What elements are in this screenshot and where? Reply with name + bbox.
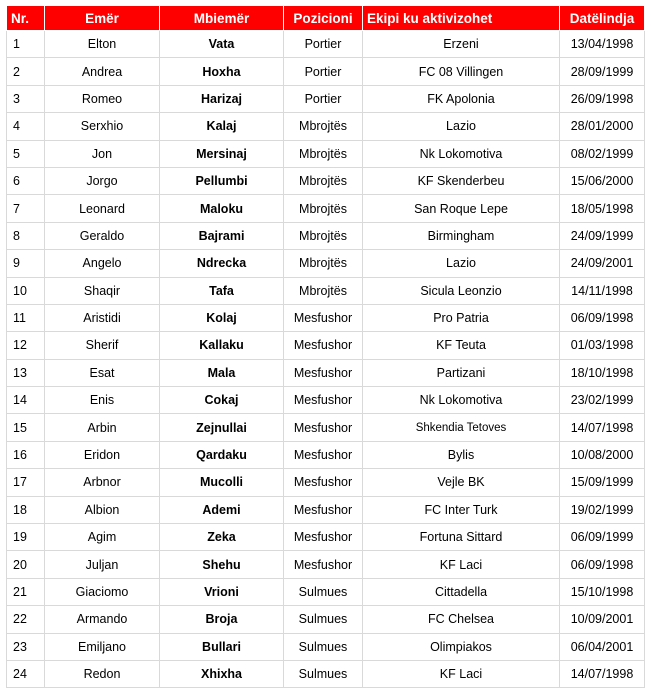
cell-birthdate: 06/09/1999 bbox=[560, 524, 645, 551]
cell-last-name: Shehu bbox=[160, 551, 284, 578]
cell-position: Mbrojtës bbox=[284, 113, 363, 140]
table-row bbox=[7, 85, 645, 112]
cell-club: KF Laci bbox=[363, 660, 560, 687]
cell-nr: 18 bbox=[7, 496, 45, 523]
player-roster-container bbox=[6, 5, 645, 688]
cell-last-name: Hoxha bbox=[160, 58, 284, 85]
cell-club: KF Skenderbeu bbox=[363, 167, 560, 194]
cell-last-name: Tafa bbox=[160, 277, 284, 304]
table-row bbox=[7, 31, 645, 58]
cell-first-name: Eridon bbox=[45, 441, 160, 468]
cell-position: Mesfushor bbox=[284, 414, 363, 441]
cell-last-name: Zejnullai bbox=[160, 414, 284, 441]
header-first-name: Emër bbox=[45, 6, 160, 31]
cell-club: Fortuna Sittard bbox=[363, 524, 560, 551]
header-last-name: Mbiemër bbox=[160, 6, 284, 31]
cell-first-name: Emiljano bbox=[45, 633, 160, 660]
table-row bbox=[7, 441, 645, 468]
cell-first-name: Giaciomo bbox=[45, 578, 160, 605]
cell-position: Sulmues bbox=[284, 606, 363, 633]
header-position: Pozicioni bbox=[284, 6, 363, 31]
cell-nr: 24 bbox=[7, 660, 45, 687]
cell-nr: 9 bbox=[7, 250, 45, 277]
cell-club: Birmingham bbox=[363, 222, 560, 249]
cell-club: Lazio bbox=[363, 113, 560, 140]
cell-club: FC Inter Turk bbox=[363, 496, 560, 523]
cell-first-name: Romeo bbox=[45, 85, 160, 112]
cell-club: Vejle BK bbox=[363, 469, 560, 496]
cell-first-name: Jorgo bbox=[45, 167, 160, 194]
table-body bbox=[7, 31, 645, 688]
table-row bbox=[7, 633, 645, 660]
cell-position: Mesfushor bbox=[284, 359, 363, 386]
cell-birthdate: 15/09/1999 bbox=[560, 469, 645, 496]
cell-nr: 6 bbox=[7, 167, 45, 194]
cell-birthdate: 10/08/2000 bbox=[560, 441, 645, 468]
cell-first-name: Agim bbox=[45, 524, 160, 551]
cell-birthdate: 18/10/1998 bbox=[560, 359, 645, 386]
cell-last-name: Kalaj bbox=[160, 113, 284, 140]
header-birthdate: Datëlindja bbox=[560, 6, 645, 31]
cell-last-name: Mersinaj bbox=[160, 140, 284, 167]
cell-position: Mbrojtës bbox=[284, 140, 363, 167]
table-row bbox=[7, 113, 645, 140]
cell-first-name: Albion bbox=[45, 496, 160, 523]
cell-nr: 4 bbox=[7, 113, 45, 140]
cell-birthdate: 06/09/1998 bbox=[560, 304, 645, 331]
table-row bbox=[7, 387, 645, 414]
table-row bbox=[7, 414, 645, 441]
cell-first-name: Enis bbox=[45, 387, 160, 414]
cell-club: Cittadella bbox=[363, 578, 560, 605]
cell-position: Portier bbox=[284, 85, 363, 112]
cell-last-name: Kallaku bbox=[160, 332, 284, 359]
cell-birthdate: 18/05/1998 bbox=[560, 195, 645, 222]
cell-nr: 14 bbox=[7, 387, 45, 414]
cell-position: Sulmues bbox=[284, 660, 363, 687]
cell-first-name: Angelo bbox=[45, 250, 160, 277]
cell-birthdate: 14/07/1998 bbox=[560, 414, 645, 441]
cell-birthdate: 01/03/1998 bbox=[560, 332, 645, 359]
cell-position: Mesfushor bbox=[284, 304, 363, 331]
table-header bbox=[7, 6, 645, 31]
cell-nr: 3 bbox=[7, 85, 45, 112]
cell-nr: 23 bbox=[7, 633, 45, 660]
cell-position: Mesfushor bbox=[284, 551, 363, 578]
cell-position: Portier bbox=[284, 31, 363, 58]
cell-nr: 20 bbox=[7, 551, 45, 578]
cell-birthdate: 15/06/2000 bbox=[560, 167, 645, 194]
cell-nr: 16 bbox=[7, 441, 45, 468]
cell-club: KF Laci bbox=[363, 551, 560, 578]
table-row bbox=[7, 606, 645, 633]
cell-first-name: Andrea bbox=[45, 58, 160, 85]
cell-first-name: Serxhio bbox=[45, 113, 160, 140]
table-row bbox=[7, 195, 645, 222]
cell-nr: 17 bbox=[7, 469, 45, 496]
cell-nr: 11 bbox=[7, 304, 45, 331]
table-row bbox=[7, 359, 645, 386]
cell-first-name: Armando bbox=[45, 606, 160, 633]
cell-last-name: Xhixha bbox=[160, 660, 284, 687]
cell-first-name: Redon bbox=[45, 660, 160, 687]
cell-birthdate: 24/09/1999 bbox=[560, 222, 645, 249]
table-row bbox=[7, 332, 645, 359]
cell-last-name: Zeka bbox=[160, 524, 284, 551]
cell-first-name: Sherif bbox=[45, 332, 160, 359]
player-roster-table bbox=[6, 5, 645, 688]
cell-first-name: Aristidi bbox=[45, 304, 160, 331]
cell-club: Nk Lokomotiva bbox=[363, 387, 560, 414]
cell-birthdate: 15/10/1998 bbox=[560, 578, 645, 605]
cell-position: Mesfushor bbox=[284, 496, 363, 523]
cell-position: Mesfushor bbox=[284, 441, 363, 468]
cell-club: KF Teuta bbox=[363, 332, 560, 359]
cell-last-name: Mala bbox=[160, 359, 284, 386]
cell-club: Lazio bbox=[363, 250, 560, 277]
cell-nr: 22 bbox=[7, 606, 45, 633]
cell-club: Partizani bbox=[363, 359, 560, 386]
cell-club: Bylis bbox=[363, 441, 560, 468]
cell-club: FK Apolonia bbox=[363, 85, 560, 112]
cell-birthdate: 13/04/1998 bbox=[560, 31, 645, 58]
cell-birthdate: 26/09/1998 bbox=[560, 85, 645, 112]
cell-last-name: Ndrecka bbox=[160, 250, 284, 277]
cell-club: FC Chelsea bbox=[363, 606, 560, 633]
cell-position: Mesfushor bbox=[284, 387, 363, 414]
table-row bbox=[7, 660, 645, 687]
cell-birthdate: 06/04/2001 bbox=[560, 633, 645, 660]
cell-club: Erzeni bbox=[363, 31, 560, 58]
cell-position: Mbrojtës bbox=[284, 167, 363, 194]
cell-last-name: Harizaj bbox=[160, 85, 284, 112]
cell-birthdate: 08/02/1999 bbox=[560, 140, 645, 167]
cell-position: Mbrojtës bbox=[284, 277, 363, 304]
cell-birthdate: 19/02/1999 bbox=[560, 496, 645, 523]
cell-club: Olimpiakos bbox=[363, 633, 560, 660]
cell-position: Mesfushor bbox=[284, 469, 363, 496]
cell-club: Sicula Leonzio bbox=[363, 277, 560, 304]
cell-nr: 12 bbox=[7, 332, 45, 359]
cell-last-name: Bajrami bbox=[160, 222, 284, 249]
table-row bbox=[7, 222, 645, 249]
cell-nr: 5 bbox=[7, 140, 45, 167]
cell-birthdate: 10/09/2001 bbox=[560, 606, 645, 633]
cell-last-name: Ademi bbox=[160, 496, 284, 523]
table-row bbox=[7, 167, 645, 194]
cell-birthdate: 06/09/1998 bbox=[560, 551, 645, 578]
cell-first-name: Leonard bbox=[45, 195, 160, 222]
cell-nr: 8 bbox=[7, 222, 45, 249]
cell-birthdate: 28/01/2000 bbox=[560, 113, 645, 140]
cell-nr: 19 bbox=[7, 524, 45, 551]
cell-birthdate: 24/09/2001 bbox=[560, 250, 645, 277]
cell-position: Mesfushor bbox=[284, 332, 363, 359]
header-club: Ekipi ku aktivizohet bbox=[363, 6, 560, 31]
cell-last-name: Vrioni bbox=[160, 578, 284, 605]
table-row bbox=[7, 58, 645, 85]
header-row bbox=[7, 6, 645, 31]
cell-first-name: Juljan bbox=[45, 551, 160, 578]
cell-first-name: Geraldo bbox=[45, 222, 160, 249]
cell-first-name: Arbin bbox=[45, 414, 160, 441]
cell-position: Mbrojtës bbox=[284, 222, 363, 249]
cell-last-name: Maloku bbox=[160, 195, 284, 222]
cell-first-name: Elton bbox=[45, 31, 160, 58]
cell-last-name: Bullari bbox=[160, 633, 284, 660]
cell-position: Sulmues bbox=[284, 578, 363, 605]
cell-birthdate: 23/02/1999 bbox=[560, 387, 645, 414]
cell-nr: 10 bbox=[7, 277, 45, 304]
cell-club: FC 08 Villingen bbox=[363, 58, 560, 85]
cell-birthdate: 14/11/1998 bbox=[560, 277, 645, 304]
cell-nr: 7 bbox=[7, 195, 45, 222]
table-row bbox=[7, 496, 645, 523]
cell-first-name: Jon bbox=[45, 140, 160, 167]
cell-nr: 13 bbox=[7, 359, 45, 386]
cell-nr: 2 bbox=[7, 58, 45, 85]
cell-nr: 21 bbox=[7, 578, 45, 605]
cell-club: San Roque Lepe bbox=[363, 195, 560, 222]
table-row bbox=[7, 469, 645, 496]
cell-last-name: Qardaku bbox=[160, 441, 284, 468]
cell-birthdate: 28/09/1999 bbox=[560, 58, 645, 85]
header-nr: Nr. bbox=[7, 6, 45, 31]
table-row bbox=[7, 250, 645, 277]
cell-first-name: Arbnor bbox=[45, 469, 160, 496]
table-row bbox=[7, 551, 645, 578]
cell-first-name: Shaqir bbox=[45, 277, 160, 304]
cell-last-name: Broja bbox=[160, 606, 284, 633]
cell-last-name: Mucolli bbox=[160, 469, 284, 496]
table-row bbox=[7, 524, 645, 551]
cell-club: Nk Lokomotiva bbox=[363, 140, 560, 167]
cell-position: Mesfushor bbox=[284, 524, 363, 551]
cell-position: Mbrojtës bbox=[284, 195, 363, 222]
table-row bbox=[7, 304, 645, 331]
cell-position: Portier bbox=[284, 58, 363, 85]
table-row bbox=[7, 140, 645, 167]
cell-nr: 1 bbox=[7, 31, 45, 58]
cell-last-name: Cokaj bbox=[160, 387, 284, 414]
cell-last-name: Vata bbox=[160, 31, 284, 58]
cell-last-name: Pellumbi bbox=[160, 167, 284, 194]
cell-birthdate: 14/07/1998 bbox=[560, 660, 645, 687]
cell-position: Mbrojtës bbox=[284, 250, 363, 277]
cell-position: Sulmues bbox=[284, 633, 363, 660]
table-row bbox=[7, 277, 645, 304]
cell-last-name: Kolaj bbox=[160, 304, 284, 331]
cell-nr: 15 bbox=[7, 414, 45, 441]
cell-first-name: Esat bbox=[45, 359, 160, 386]
table-row bbox=[7, 578, 645, 605]
cell-club: Shkendia Tetoves bbox=[363, 414, 560, 441]
cell-club: Pro Patria bbox=[363, 304, 560, 331]
